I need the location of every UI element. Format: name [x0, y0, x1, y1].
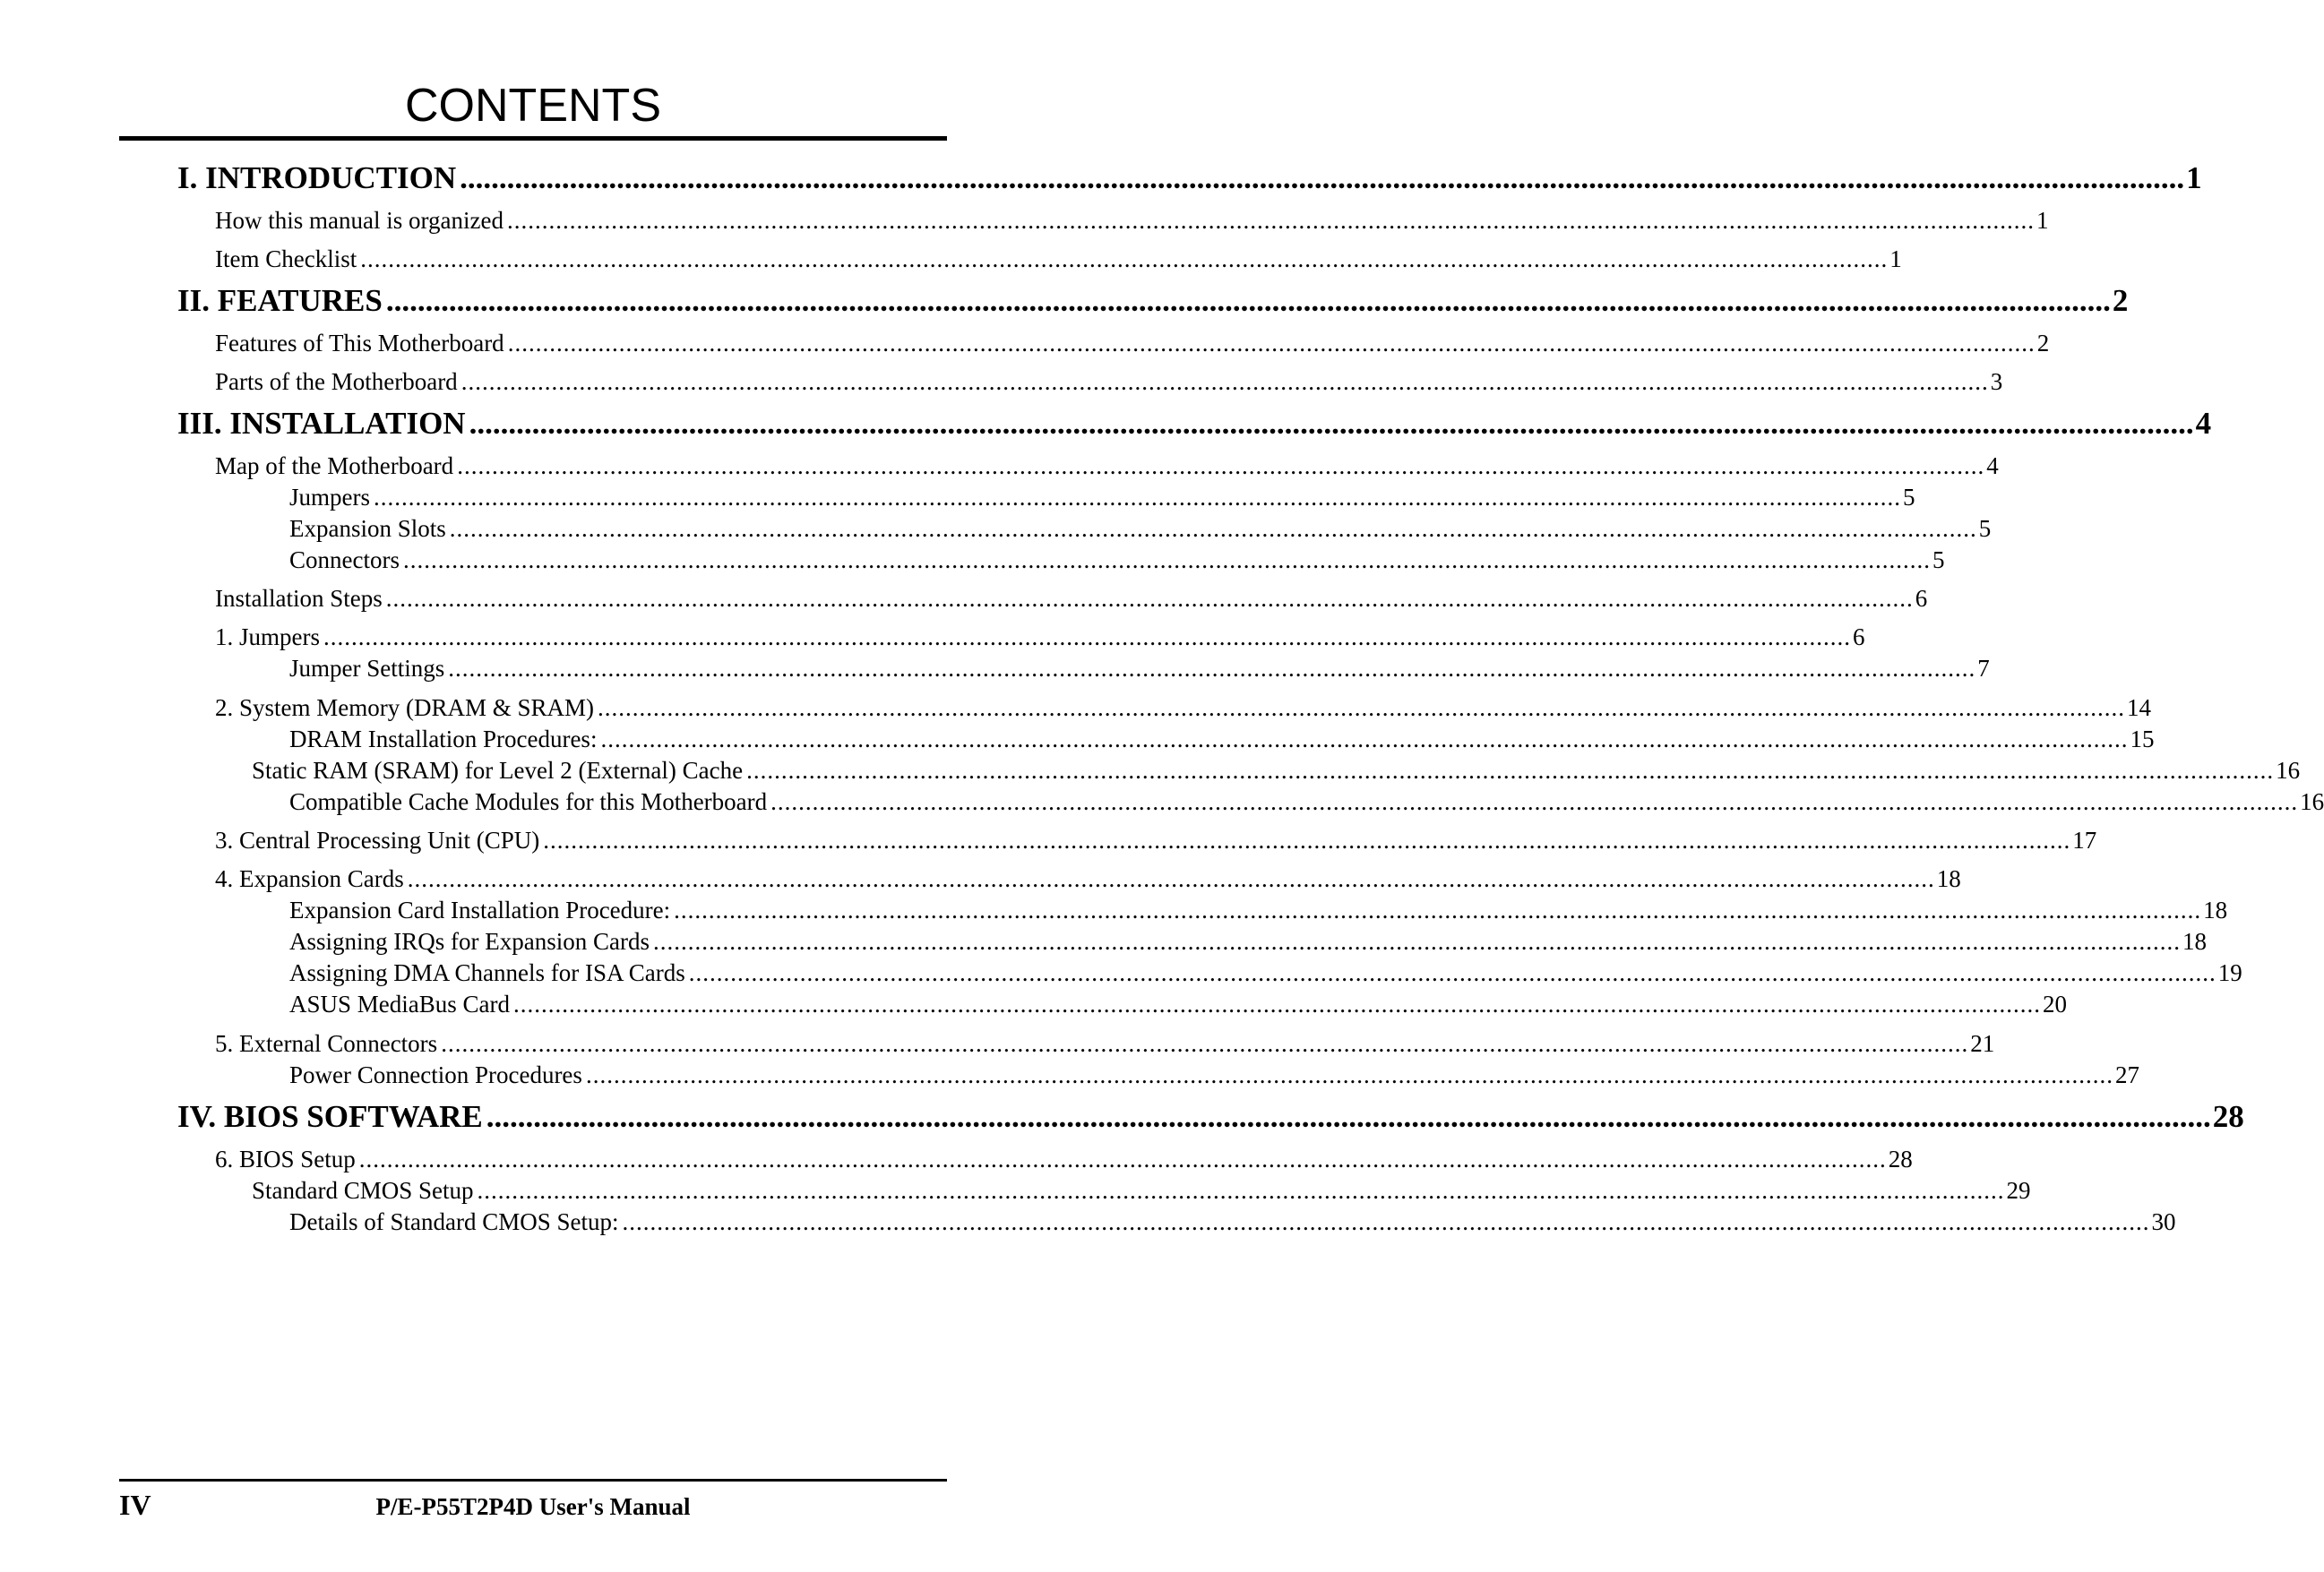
toc-entry-page: 2	[2036, 330, 2050, 356]
toc-entry-page: 28	[1888, 1146, 1913, 1173]
toc-entry-label: Expansion Card Installation Procedure:	[289, 897, 671, 923]
toc-entry-page: 18	[2182, 928, 2207, 955]
toc-entry[interactable]	[289, 483, 1915, 511]
toc-leader: ............................................................................................................................................................................................................................	[486, 1099, 2211, 1134]
toc-entry-page: 3	[1990, 368, 2003, 395]
toc-entry-page: 18	[2203, 897, 2228, 923]
toc-entry[interactable]	[215, 864, 1961, 893]
toc-leader: ............................................................................................................................................................................................................................	[385, 283, 2111, 318]
toc-entry[interactable]	[215, 451, 1999, 480]
toc-entry[interactable]	[289, 958, 2242, 987]
toc-entry[interactable]	[289, 514, 1992, 543]
toc-entry[interactable]	[289, 725, 2155, 753]
toc-entry-page: 4	[1986, 452, 1999, 479]
page-title: CONTENTS	[405, 80, 661, 132]
toc-entry-label: Map of the Motherboard	[215, 452, 454, 479]
toc-entry-label: How this manual is organized	[215, 207, 504, 234]
toc-entry[interactable]	[289, 896, 2228, 924]
toc-entry-page: 16	[2276, 757, 2301, 784]
toc-entry[interactable]	[252, 1176, 2031, 1205]
toc-entry-label: 5. External Connectors	[215, 1030, 438, 1057]
toc-leader: ............................................................................................................................................................................................................................	[402, 546, 1931, 573]
toc-entry-label: 3. Central Processing Unit (CPU)	[215, 827, 540, 854]
toc-entry[interactable]	[177, 1098, 2244, 1136]
toc-entry-label: I. INTRODUCTION	[177, 160, 457, 195]
toc-entry-page: 18	[1936, 865, 1961, 892]
toc-entry-label: 4. Expansion Cards	[215, 865, 404, 892]
toc-leader: ............................................................................................................................................................................................................................	[746, 757, 2275, 784]
toc-entry-page: 28	[2212, 1099, 2244, 1134]
toc-leader: ............................................................................................................................................................................................................................	[460, 368, 1989, 395]
toc-entry-label: Expansion Slots	[289, 515, 446, 542]
toc-leader: ............................................................................................................................................................................................................................	[441, 1030, 1969, 1057]
toc-entry-page: 27	[2114, 1061, 2139, 1088]
toc-entry-page: 7	[1977, 655, 1990, 682]
toc-leader: ............................................................................................................................................................................................................................	[585, 1061, 2113, 1088]
toc-entry[interactable]	[215, 1029, 1995, 1058]
toc-leader: ............................................................................................................................................................................................................................	[598, 694, 2126, 721]
toc-entry-label: Compatible Cache Modules for this Motherboard	[289, 788, 768, 815]
toc-entry-page: 21	[1970, 1030, 1995, 1057]
toc-entry-label: Jumper Settings	[289, 655, 445, 682]
toc-leader: ............................................................................................................................................................................................................................	[600, 726, 2129, 752]
toc-leader: ............................................................................................................................................................................................................................	[449, 515, 1977, 542]
toc-entry-label: Connectors	[289, 546, 400, 573]
toc-entry-page: 20	[2043, 991, 2068, 1018]
toc-leader: ............................................................................................................................................................................................................................	[477, 1177, 2005, 1204]
toc-entry-page: 1	[2186, 160, 2202, 195]
toc-entry-label: II. FEATURES	[177, 283, 383, 318]
toc-entry-label: Standard CMOS Setup	[252, 1177, 474, 1204]
toc-entry-page: 6	[1915, 585, 1928, 612]
toc-leader: ............................................................................................................................................................................................................................	[506, 207, 2035, 234]
toc-entry[interactable]	[215, 245, 1902, 273]
toc-entry-label: Power Connection Procedures	[289, 1061, 582, 1088]
toc-entry-page: 29	[2006, 1177, 2031, 1204]
toc-entry-label: Static RAM (SRAM) for Level 2 (External) Cache	[252, 757, 744, 784]
toc-entry-page: 4	[2195, 406, 2212, 441]
toc-entry[interactable]	[215, 693, 2152, 722]
toc-leader: ............................................................................................................................................................................................................................	[323, 623, 1851, 650]
toc-leader: ............................................................................................................................................................................................................................	[543, 827, 2071, 854]
toc-entry[interactable]	[289, 990, 2068, 1018]
toc-entry-label: III. INSTALLATION	[177, 406, 466, 441]
toc-entry-label: Assigning DMA Channels for ISA Cards	[289, 959, 685, 986]
toc-entry-label: Parts of the Motherboard	[215, 368, 458, 395]
toc-entry[interactable]	[215, 367, 2003, 396]
toc-entry-label: 2. System Memory (DRAM & SRAM)	[215, 694, 595, 721]
toc-entry[interactable]	[289, 654, 1990, 683]
toc-leader: ............................................................................................................................................................................................................................	[374, 484, 1901, 511]
toc-entry[interactable]	[289, 1207, 2176, 1236]
toc-entry-page: 17	[2072, 827, 2097, 854]
toc-entry-label: Details of Standard CMOS Setup:	[289, 1208, 619, 1235]
toc-entry[interactable]	[215, 329, 2050, 357]
toc-entry-label: IV. BIOS SOFTWARE	[177, 1099, 483, 1134]
toc-entry-label: 6. BIOS Setup	[215, 1146, 356, 1173]
toc-entry-label: Jumpers	[289, 484, 370, 511]
toc-entry[interactable]	[252, 756, 2301, 785]
footer-rule	[119, 1479, 947, 1482]
toc-entry[interactable]	[215, 623, 1865, 651]
toc-entry[interactable]	[289, 1061, 2139, 1089]
footer-page-number: IV	[119, 1489, 151, 1521]
toc-leader: ............................................................................................................................................................................................................................	[448, 655, 1976, 682]
toc-entry-page: 19	[2217, 959, 2242, 986]
toc-leader: ............................................................................................................................................................................................................................	[770, 788, 2299, 815]
toc-leader: ............................................................................................................................................................................................................................	[358, 1146, 1887, 1173]
toc-leader: ............................................................................................................................................................................................................................	[460, 160, 2185, 195]
toc-entry-page: 14	[2127, 694, 2152, 721]
toc-leader: ............................................................................................................................................................................................................................	[674, 897, 2202, 923]
toc-leader: ............................................................................................................................................................................................................................	[385, 585, 1914, 612]
toc-leader: ............................................................................................................................................................................................................................	[507, 330, 2036, 356]
toc-entry-page: 15	[2130, 726, 2155, 752]
toc-entry-page: 30	[2151, 1208, 2176, 1235]
toc-leader: ............................................................................................................................................................................................................................	[622, 1208, 2150, 1235]
toc-leader: ............................................................................................................................................................................................................................	[469, 406, 2194, 441]
toc-leader: ............................................................................................................................................................................................................................	[457, 452, 1985, 479]
toc-entry-label: DRAM Installation Procedures:	[289, 726, 598, 752]
toc-entry-label: Assigning IRQs for Expansion Cards	[289, 928, 650, 955]
toc-entry-label: Installation Steps	[215, 585, 383, 612]
toc-leader: ............................................................................................................................................................................................................................	[407, 865, 1935, 892]
toc-entry[interactable]	[215, 206, 2049, 235]
toc-entry[interactable]	[177, 405, 2212, 442]
toc-leader: ............................................................................................................................................................................................................................	[652, 928, 2181, 955]
toc-entry-page: 6	[1853, 623, 1865, 650]
toc-leader: ............................................................................................................................................................................................................................	[688, 959, 2216, 986]
toc-entry-label: Features of This Motherboard	[215, 330, 504, 356]
toc-entry[interactable]	[289, 927, 2207, 956]
toc-entry-page: 16	[2300, 788, 2324, 815]
toc-entry-page: 1	[1889, 245, 1902, 272]
toc-entry[interactable]	[215, 826, 2097, 855]
toc-entry[interactable]	[289, 787, 2324, 816]
toc-entry[interactable]	[215, 584, 1928, 613]
toc-entry[interactable]	[177, 159, 2202, 197]
toc-entry-label: Item Checklist	[215, 245, 357, 272]
toc-entry-label: ASUS MediaBus Card	[289, 991, 511, 1018]
toc-entry[interactable]	[215, 1145, 1913, 1173]
toc-entry-page: 5	[1932, 546, 1945, 573]
toc-entry[interactable]	[177, 282, 2129, 320]
toc-leader: ............................................................................................................................................................................................................................	[513, 991, 2042, 1018]
toc-entry-page: 5	[1978, 515, 1992, 542]
toc-entry[interactable]	[289, 545, 1945, 574]
toc-entry-label: 1. Jumpers	[215, 623, 320, 650]
toc-entry-page: 1	[2036, 207, 2049, 234]
toc-entry-page: 2	[2112, 283, 2129, 318]
toc-leader: ............................................................................................................................................................................................................................	[360, 245, 1889, 272]
toc-entry-page: 5	[1903, 484, 1915, 511]
footer-manual-title: P/E-P55T2P4D User's Manual	[375, 1493, 691, 1520]
